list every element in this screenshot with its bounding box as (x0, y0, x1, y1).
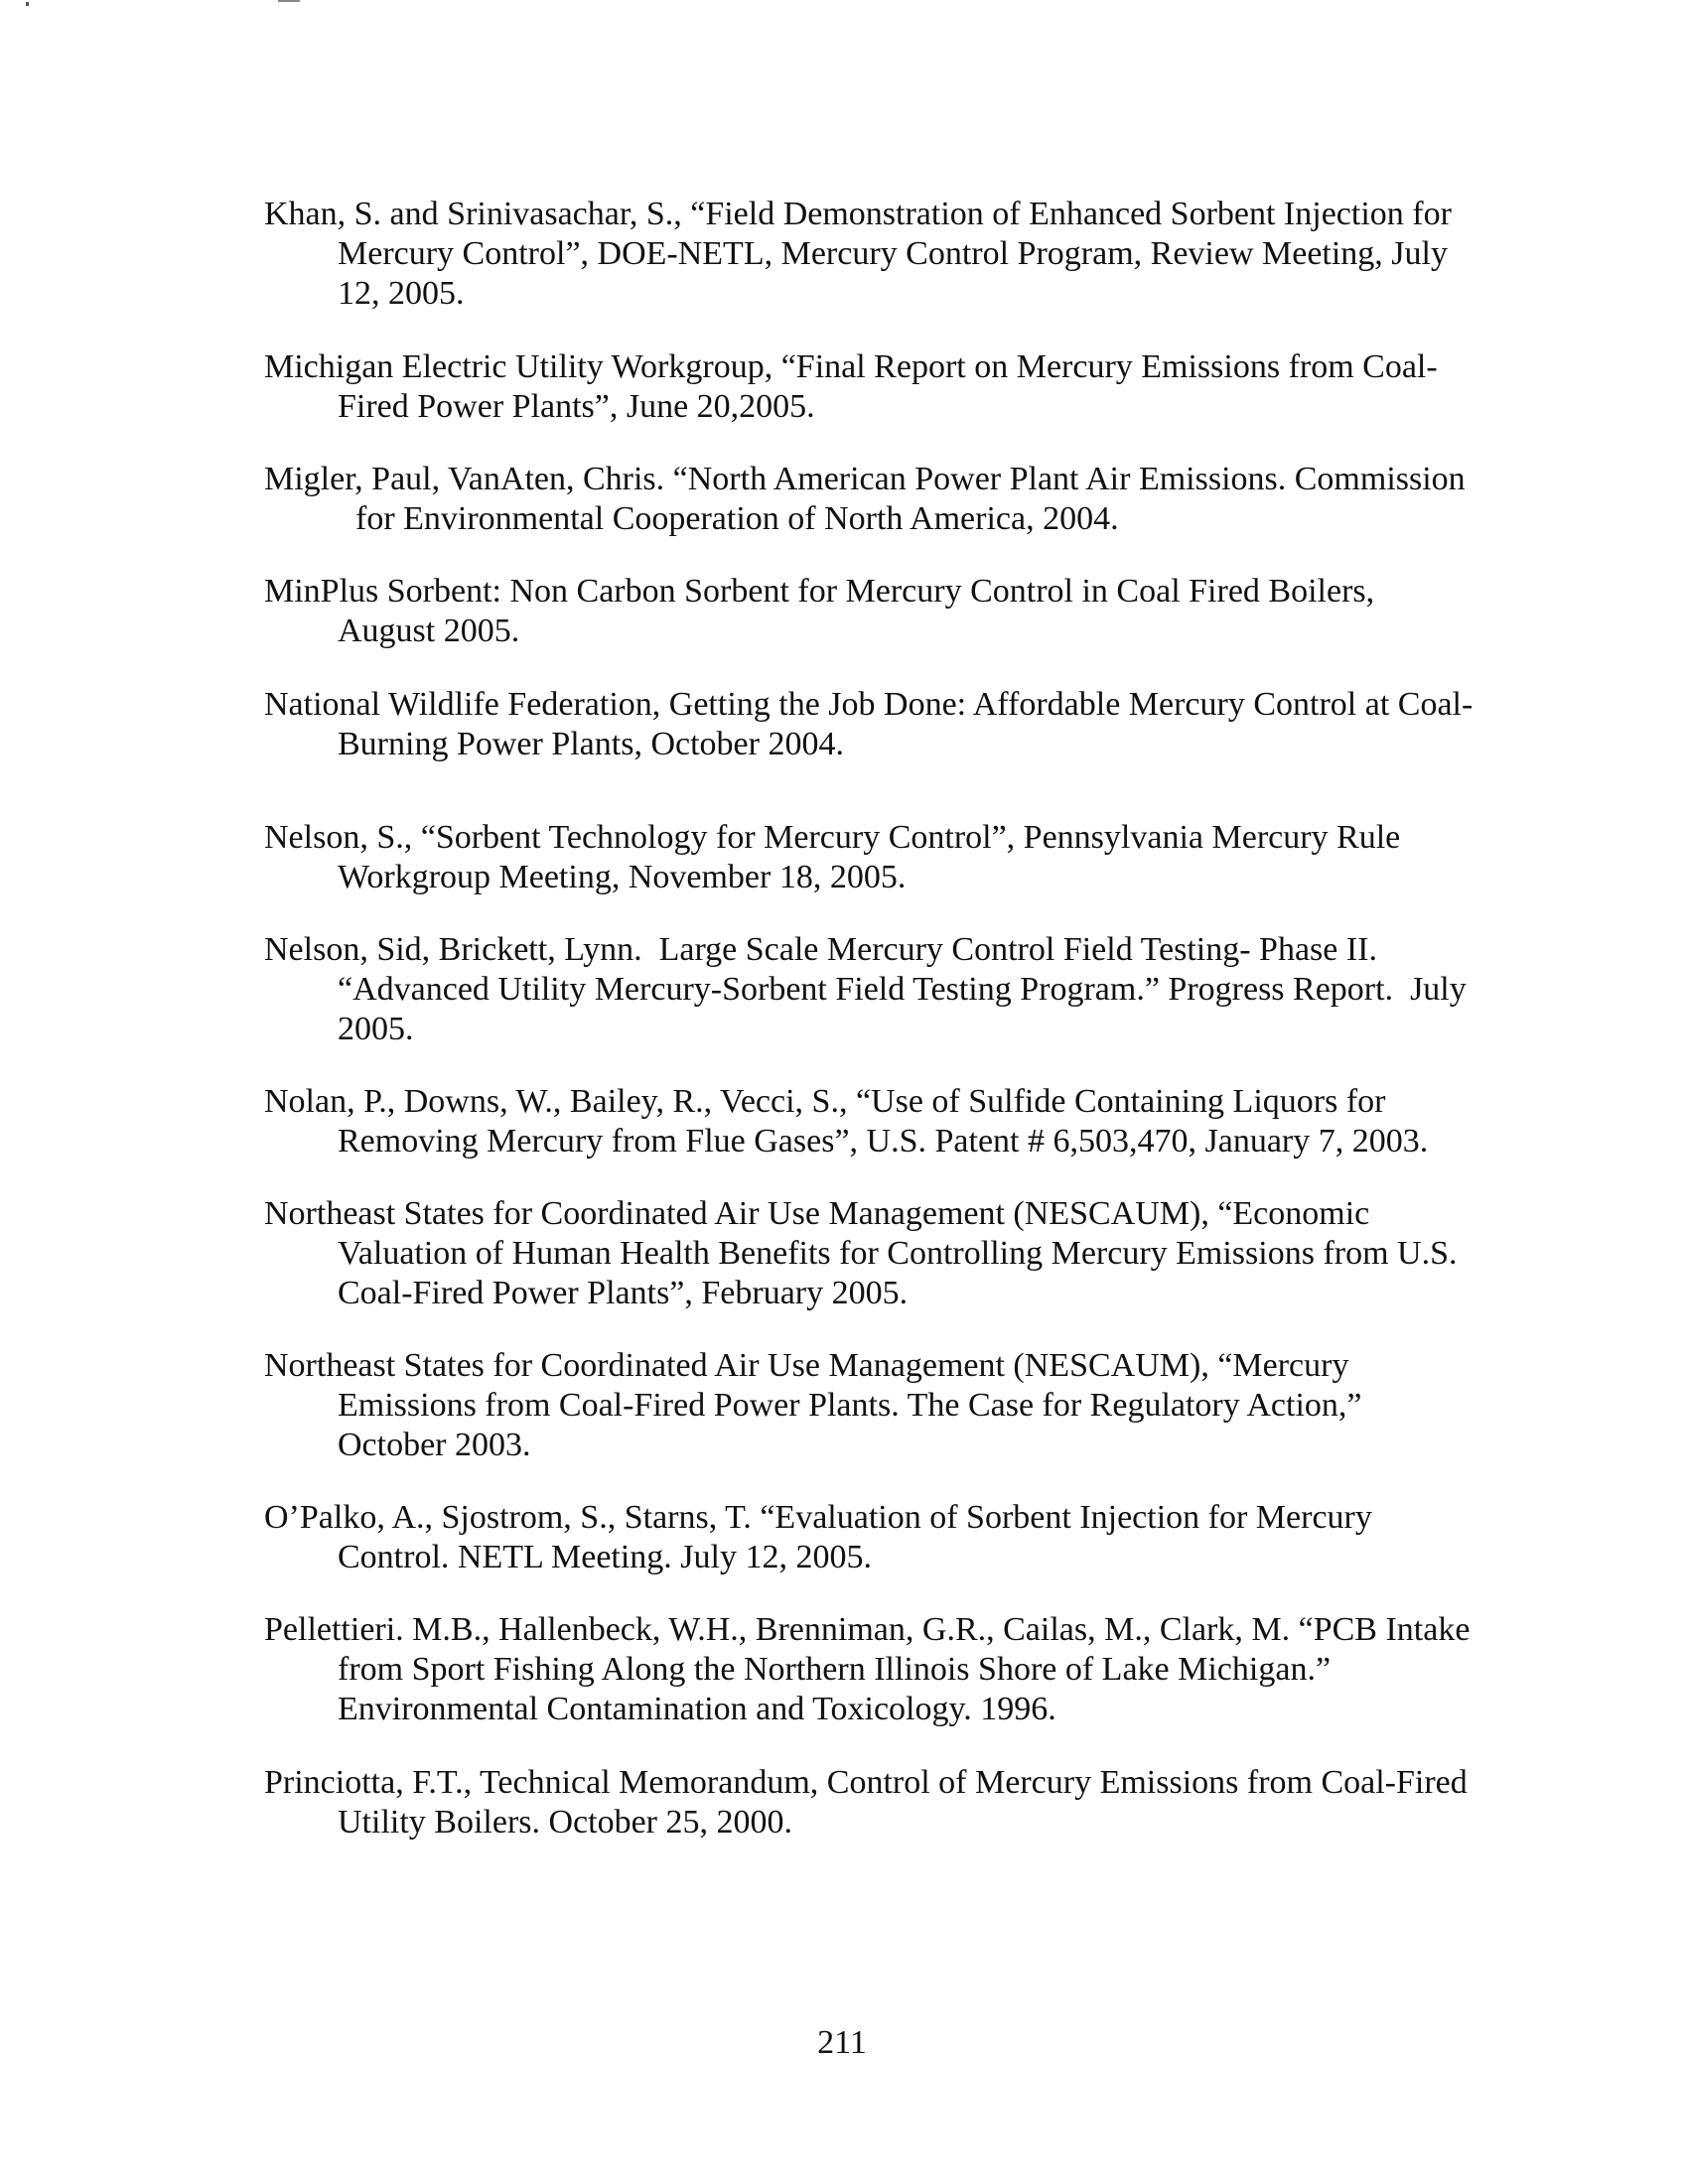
reference-entry (264, 572, 1374, 651)
reference-line: 2005. (338, 1011, 414, 1047)
reference-line: National Wildlife Federation, Getting the Job Done: Affordable Mercury Control at Coal- (264, 686, 1474, 723)
reference-entry (264, 1346, 1362, 1465)
reference-line: Pellettieri. M.B., Hallenbeck, W.H., Brenniman, G.R., Cailas, M., Clark, M. “PCB Intake (264, 1611, 1471, 1648)
reference-line: Removing Mercury from Flue Gases”, U.S. Patent # 6,503,470, January 7, 2003. (338, 1123, 1429, 1160)
reference-line: for Environmental Cooperation of North America, 2004. (355, 500, 1119, 537)
reference-entry (264, 1610, 1470, 1729)
reference-entry (264, 1194, 1458, 1313)
reference-line: Emissions from Coal-Fired Power Plants. The Case for Regulatory Action,” (338, 1387, 1362, 1424)
reference-line: Nelson, Sid, Brickett, Lynn. Large Scale Mercury Control Field Testing- Phase II. (264, 931, 1378, 968)
scan-mark (26, 2, 29, 6)
reference-entry (264, 195, 1452, 314)
reference-entry (264, 1498, 1372, 1577)
reference-line: Princiotta, F.T., Technical Memorandum, Control of Mercury Emissions from Coal-Fired (264, 1764, 1468, 1801)
reference-line: Control. NETL Meeting. July 12, 2005. (338, 1539, 872, 1575)
reference-line: Northeast States for Coordinated Air Use Management (NESCAUM), “Mercury (264, 1347, 1349, 1384)
reference-line: 12, 2005. (338, 275, 465, 312)
reference-line: Valuation of Human Health Benefits for Controlling Mercury Emissions from U.S. (338, 1235, 1458, 1272)
page-number: 211 (817, 2024, 867, 2061)
reference-entry (264, 685, 1473, 764)
reference-line: August 2005. (338, 613, 520, 649)
reference-line: Workgroup Meeting, November 18, 2005. (338, 859, 907, 895)
reference-entry (264, 1763, 1468, 1843)
reference-line: “Advanced Utility Mercury-Sorbent Field Testing Program.” Progress Report. July (338, 971, 1467, 1008)
reference-line: Burning Power Plants, October 2004. (338, 726, 844, 762)
reference-line: Nelson, S., “Sorbent Technology for Mercury Control”, Pennsylvania Mercury Rule (264, 819, 1401, 856)
reference-line: Mercury Control”, DOE-NETL, Mercury Control Program, Review Meeting, July (338, 235, 1448, 272)
reference-line: from Sport Fishing Along the Northern Illinois Shore of Lake Michigan.” (338, 1651, 1332, 1688)
reference-entry (264, 1082, 1428, 1161)
reference-line: October 2003. (338, 1427, 531, 1463)
reference-entry (264, 818, 1400, 897)
reference-line: Khan, S. and Srinivasachar, S., “Field Demonstration of Enhanced Sorbent Injection for (264, 196, 1452, 232)
reference-line: Northeast States for Coordinated Air Use Management (NESCAUM), “Economic (264, 1195, 1370, 1232)
reference-entry (264, 460, 1466, 539)
reference-line: O’Palko, A., Sjostrom, S., Starns, T. “Evaluation of Sorbent Injection for Mercury (264, 1499, 1372, 1536)
reference-line: Michigan Electric Utility Workgroup, “Final Report on Mercury Emissions from Coal- (264, 348, 1438, 385)
reference-line: Utility Boilers. October 25, 2000. (338, 1804, 793, 1841)
reference-line: Environmental Contamination and Toxicology. 1996. (338, 1691, 1056, 1727)
reference-line: Coal-Fired Power Plants”, February 2005. (338, 1275, 909, 1311)
reference-line: Fired Power Plants”, June 20,2005. (338, 388, 815, 425)
scan-mark (278, 0, 300, 2)
reference-line: MinPlus Sorbent: Non Carbon Sorbent for Mercury Control in Coal Fired Boilers, (264, 573, 1375, 610)
reference-entry (264, 930, 1467, 1049)
reference-entry (264, 347, 1438, 427)
reference-line: Nolan, P., Downs, W., Bailey, R., Vecci, S., “Use of Sulfide Containing Liquors for (264, 1083, 1386, 1120)
reference-line: Migler, Paul, VanAten, Chris. “North American Power Plant Air Emissions. Commission (264, 461, 1466, 497)
